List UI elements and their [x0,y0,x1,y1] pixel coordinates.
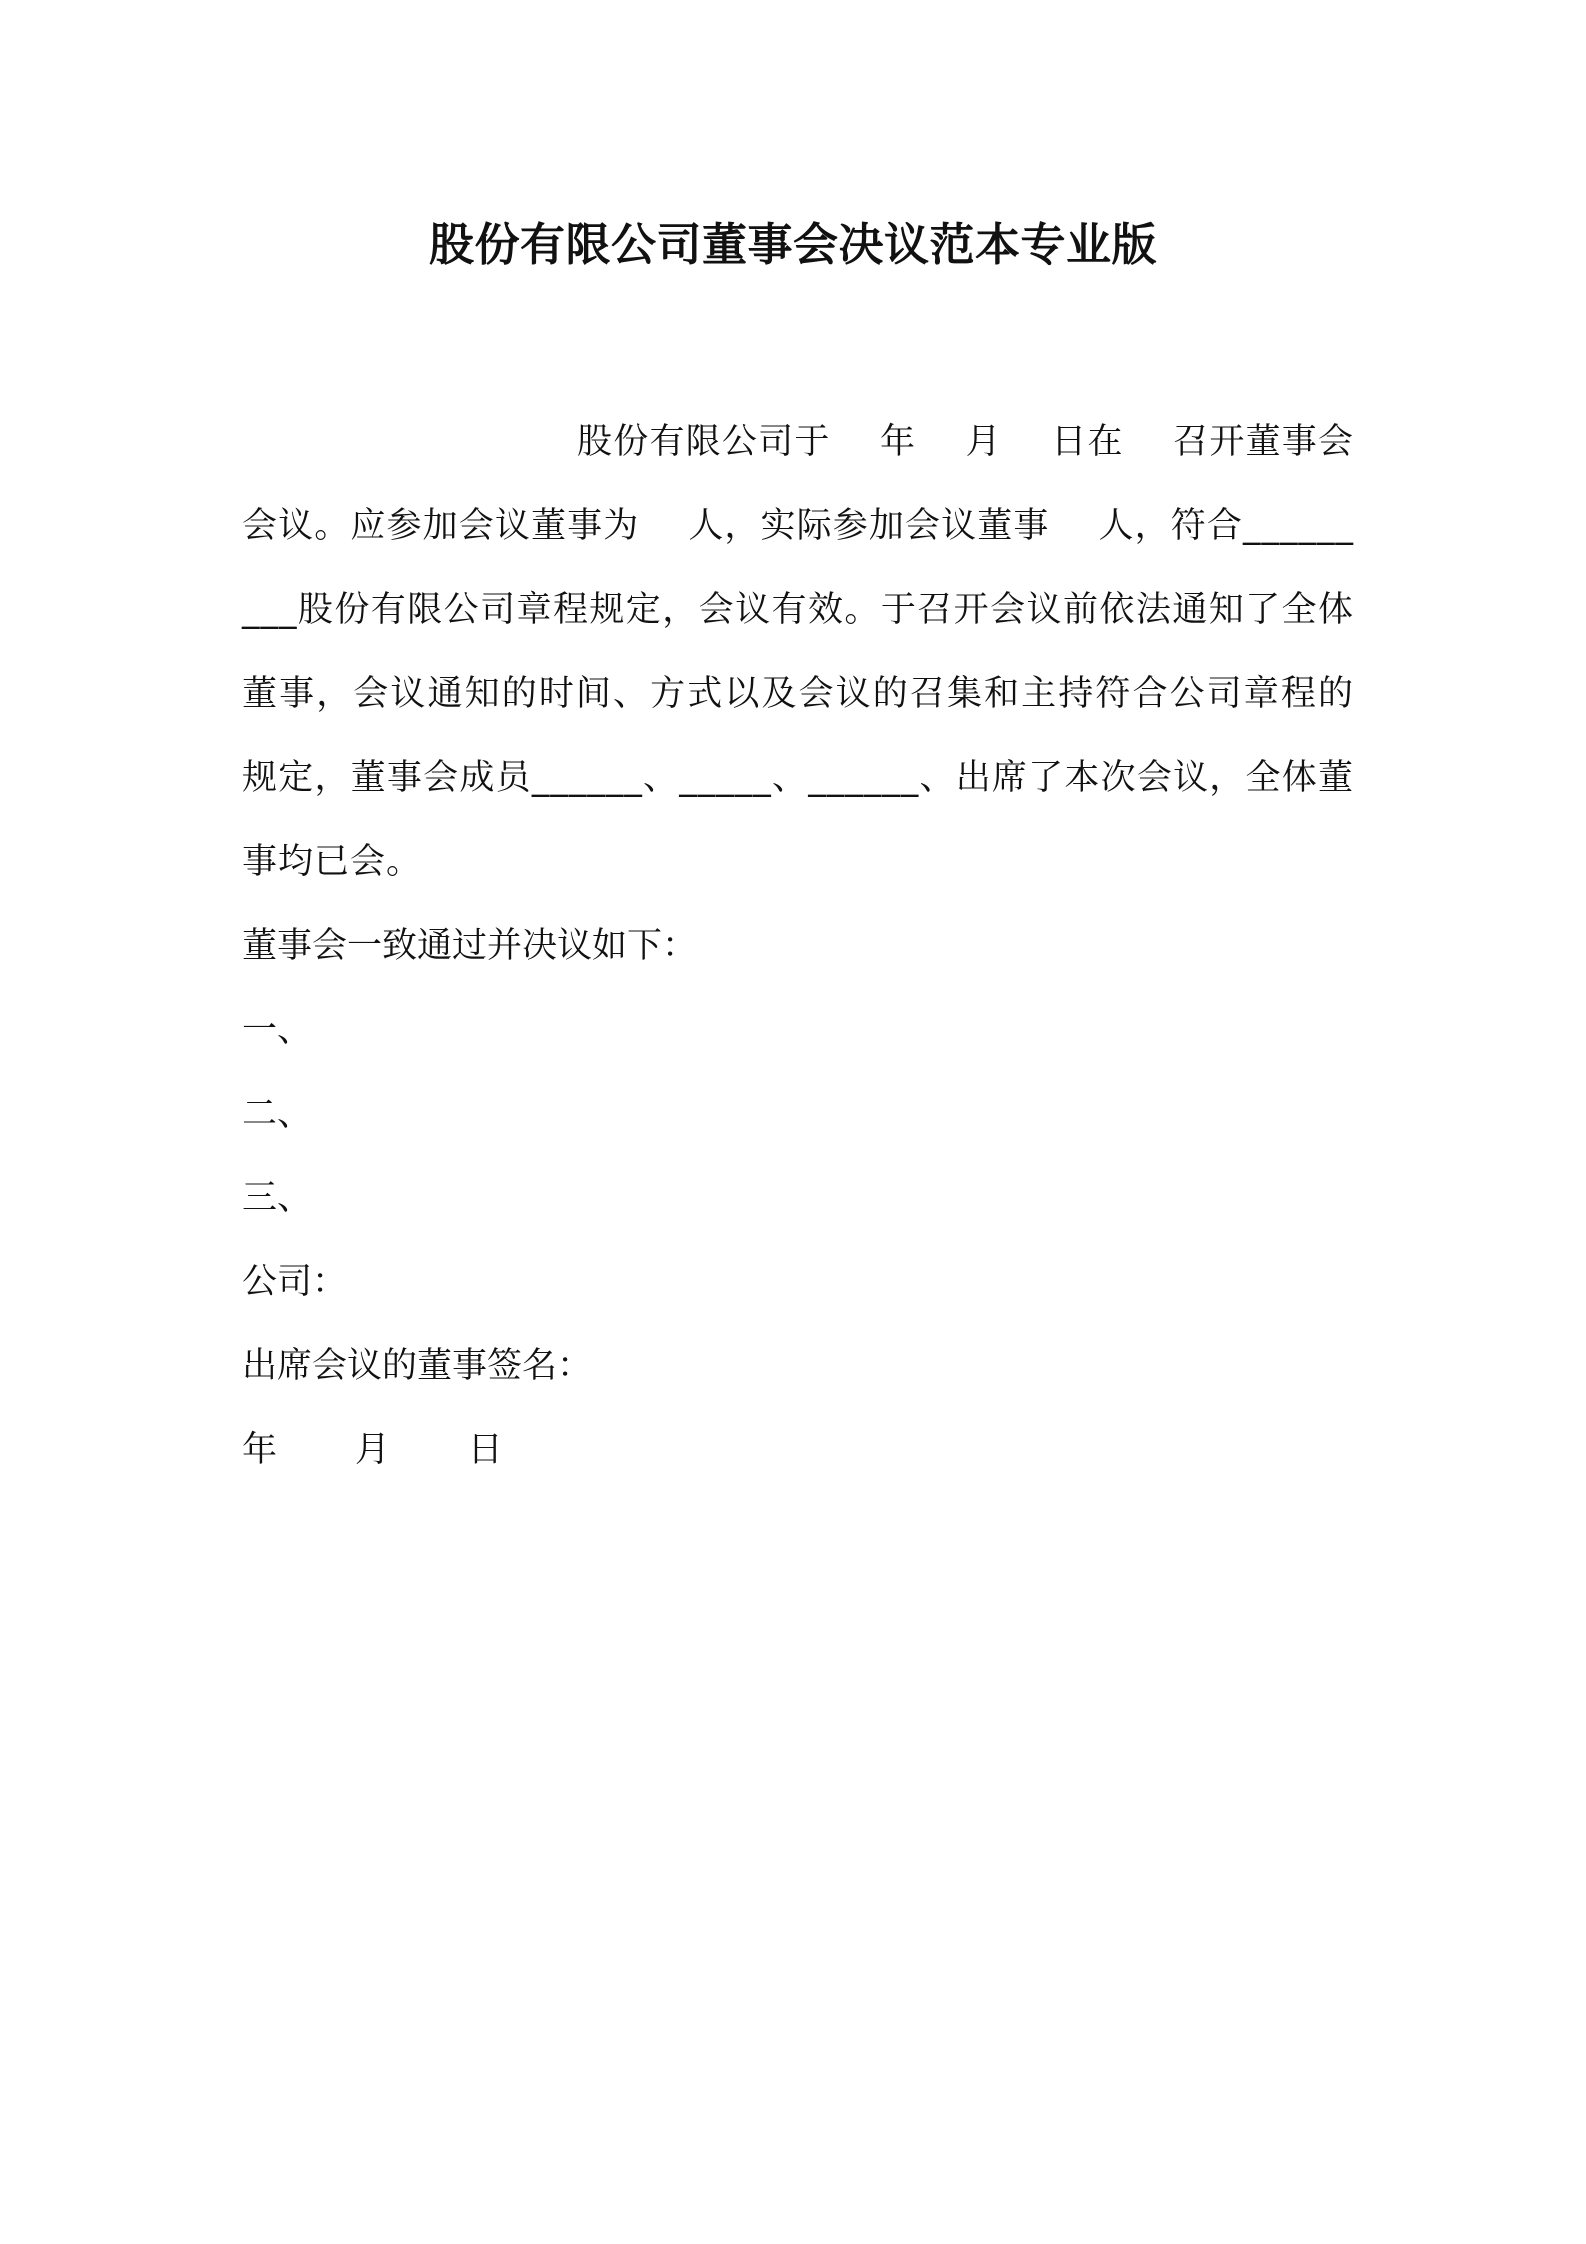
company-label: 公司： [242,1262,348,1302]
signature-label: 出席会议的董事签名： [242,1346,593,1386]
resolution-item-2: 二、 [242,1094,313,1134]
resolution-item-1: 一、 [242,1010,313,1050]
meeting-paragraph: 股份有限公司于 年 月 日在 召开董事会会议。应参加会议董事为 人，实际参加会议董事 人，符合_________股份有限公司章程规定，会议有效。于召开会议前依法通知了全体董事，会议通知的时间、方式以及会议的召集和主持符合公司章程的规定，董事会成员______、_____、______、出席了本次会议，全体董事均已会。 [242,422,1354,882]
document-body [242,400,1354,1492]
resolution-intro: 董事会一致通过并决议如下： [242,926,698,966]
document-title: 股份有限公司董事会决议范本专业版 [428,218,1157,271]
resolution-item-3: 三、 [242,1178,313,1218]
date-line: 年 月 日 [242,1430,503,1470]
